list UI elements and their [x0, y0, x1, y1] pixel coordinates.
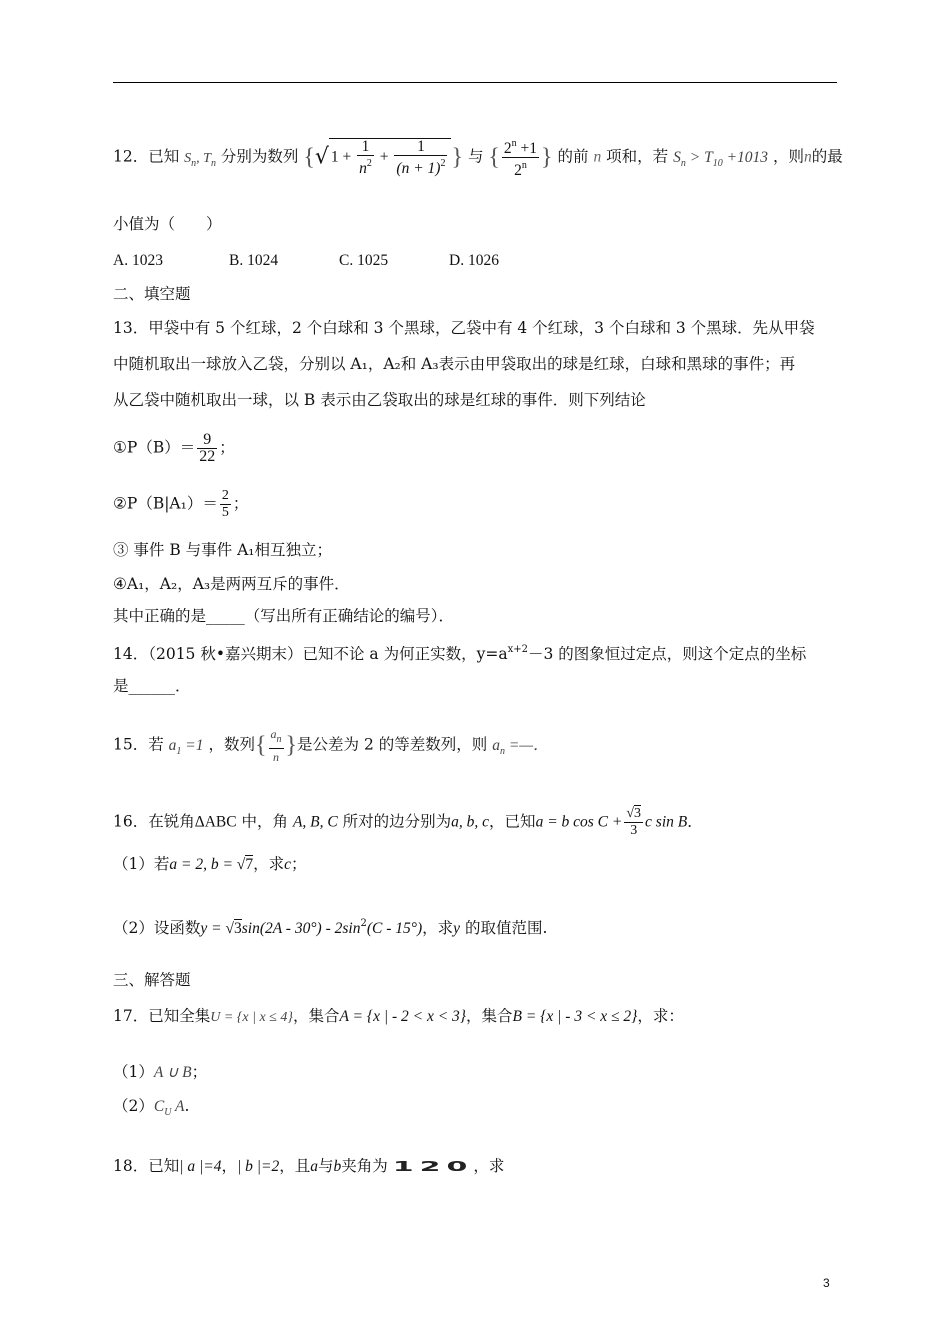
q13-line3: 从乙袋中随机取出一球，以 B 表示由乙袋取出的球是红球的事件．则下列结论 — [113, 391, 646, 409]
q14-line2: 是______． — [113, 677, 191, 695]
q13-statement-2: ②P（B|A₁）＝ $\frac{2}{5}$ ； — [113, 488, 249, 520]
q13-line2: 中随机取出一球放入乙袋，分别以 A₁，A₂和 A₃表示由甲袋取出的球是红球，白球和黑球的事件；再 — [113, 355, 796, 373]
q12-option-b: B. 1024 — [229, 252, 279, 269]
q17-line1: 17．已知全集U = {x | x ≤ 4}，集合A = {x | - 2 < x < 3}，集合B = {x | - 3 < x ≤ 2}，求： — [113, 1007, 684, 1025]
q12-fraction: $\frac{2^n +1}{2^n}$ — [503, 138, 538, 179]
q12-line2: 小值为（ ） — [113, 215, 222, 233]
q12-option-d: D. 1026 — [449, 252, 499, 269]
q17-part2: $(2)C_U$ A. — [113, 1097, 190, 1118]
q13-statement-3: ③ 事件 B 与事件 A₁相互独立； — [113, 541, 333, 559]
q13-ask: 其中正确的是_____（写出所有正确结论的编号）． — [113, 607, 455, 625]
q15-line: 15．若 $a_1 =1$ ，数列{ $\frac{a_n}{n}$ }是公差为 2 的等差数列，则 $a_n$ =—． — [113, 727, 549, 764]
section-fill-blank: 二、填空题 — [113, 285, 191, 303]
q12-options — [113, 250, 499, 271]
q17-part1: （1）A ∪ B； — [113, 1063, 208, 1081]
q16-part1: （1）若a = 2, b = √7，求c； — [113, 855, 307, 873]
q13-statement-4: ④A₁，A₂，A₃是两两互斥的事件． — [113, 575, 350, 593]
section-answer: 三、解答题 — [113, 971, 191, 989]
q13-line1: 13．甲袋中有 5 个红球，2 个白球和 3 个黑球，乙袋中有 4 个红球，3 个白球和 3 个黑球．先从甲袋 — [113, 319, 815, 337]
q12-condition: $S_n > T_{10} +1013$ — [673, 148, 769, 169]
q18-angle-value: 120 — [392, 1158, 474, 1175]
q16-part2: （2）设函数$y = √3\sin(2A - 30^\circ) - 2\sin^2(C - 15^\circ)$，求y 的取值范围. — [113, 918, 548, 937]
q14-line1: 14．（2015 秋•嘉兴期末）已知不论 a 为何正实数，$y=a^{x+2}-3$ 的图象恒过定点，则这个定点的坐标 — [113, 644, 807, 663]
q12-option-c: C. 1025 — [339, 252, 389, 269]
page-number: 3 — [823, 1276, 830, 1290]
q16-line1: 16．在锐角ΔABC 中，角 A, B, C 所对的边分别为a, b, c，已知a = b cos C + $\frac{√3}{3}$ c sin B． — [113, 806, 703, 838]
q12-option-a: A. 1023 — [113, 252, 163, 269]
header-rule — [113, 82, 837, 83]
q12-sqrt-expr: 1 + $\frac{1}{n^2}$ + $\frac{1}{(n + 1)^2}$ — [329, 138, 452, 177]
q18-line: 18．已知| a |=4，| b |=2，且a与b夹角为 120，求 — [113, 1157, 505, 1175]
q13-statement-1: ①P（B）＝ $\frac{9}{22}$ ； — [113, 431, 235, 465]
q12-line1: 12．已知 $S_n$, $T_n$ 分别为数列 {√ 1 + $\frac{1}{n^2}$ + $\frac{1}{(n + 1)^2}$ } 与 { $\frac{2^n +1}{2^n}$ } 的前 n 项和，若 $S_n > T_{10} +1013$ ，则n的最 — [113, 138, 843, 179]
